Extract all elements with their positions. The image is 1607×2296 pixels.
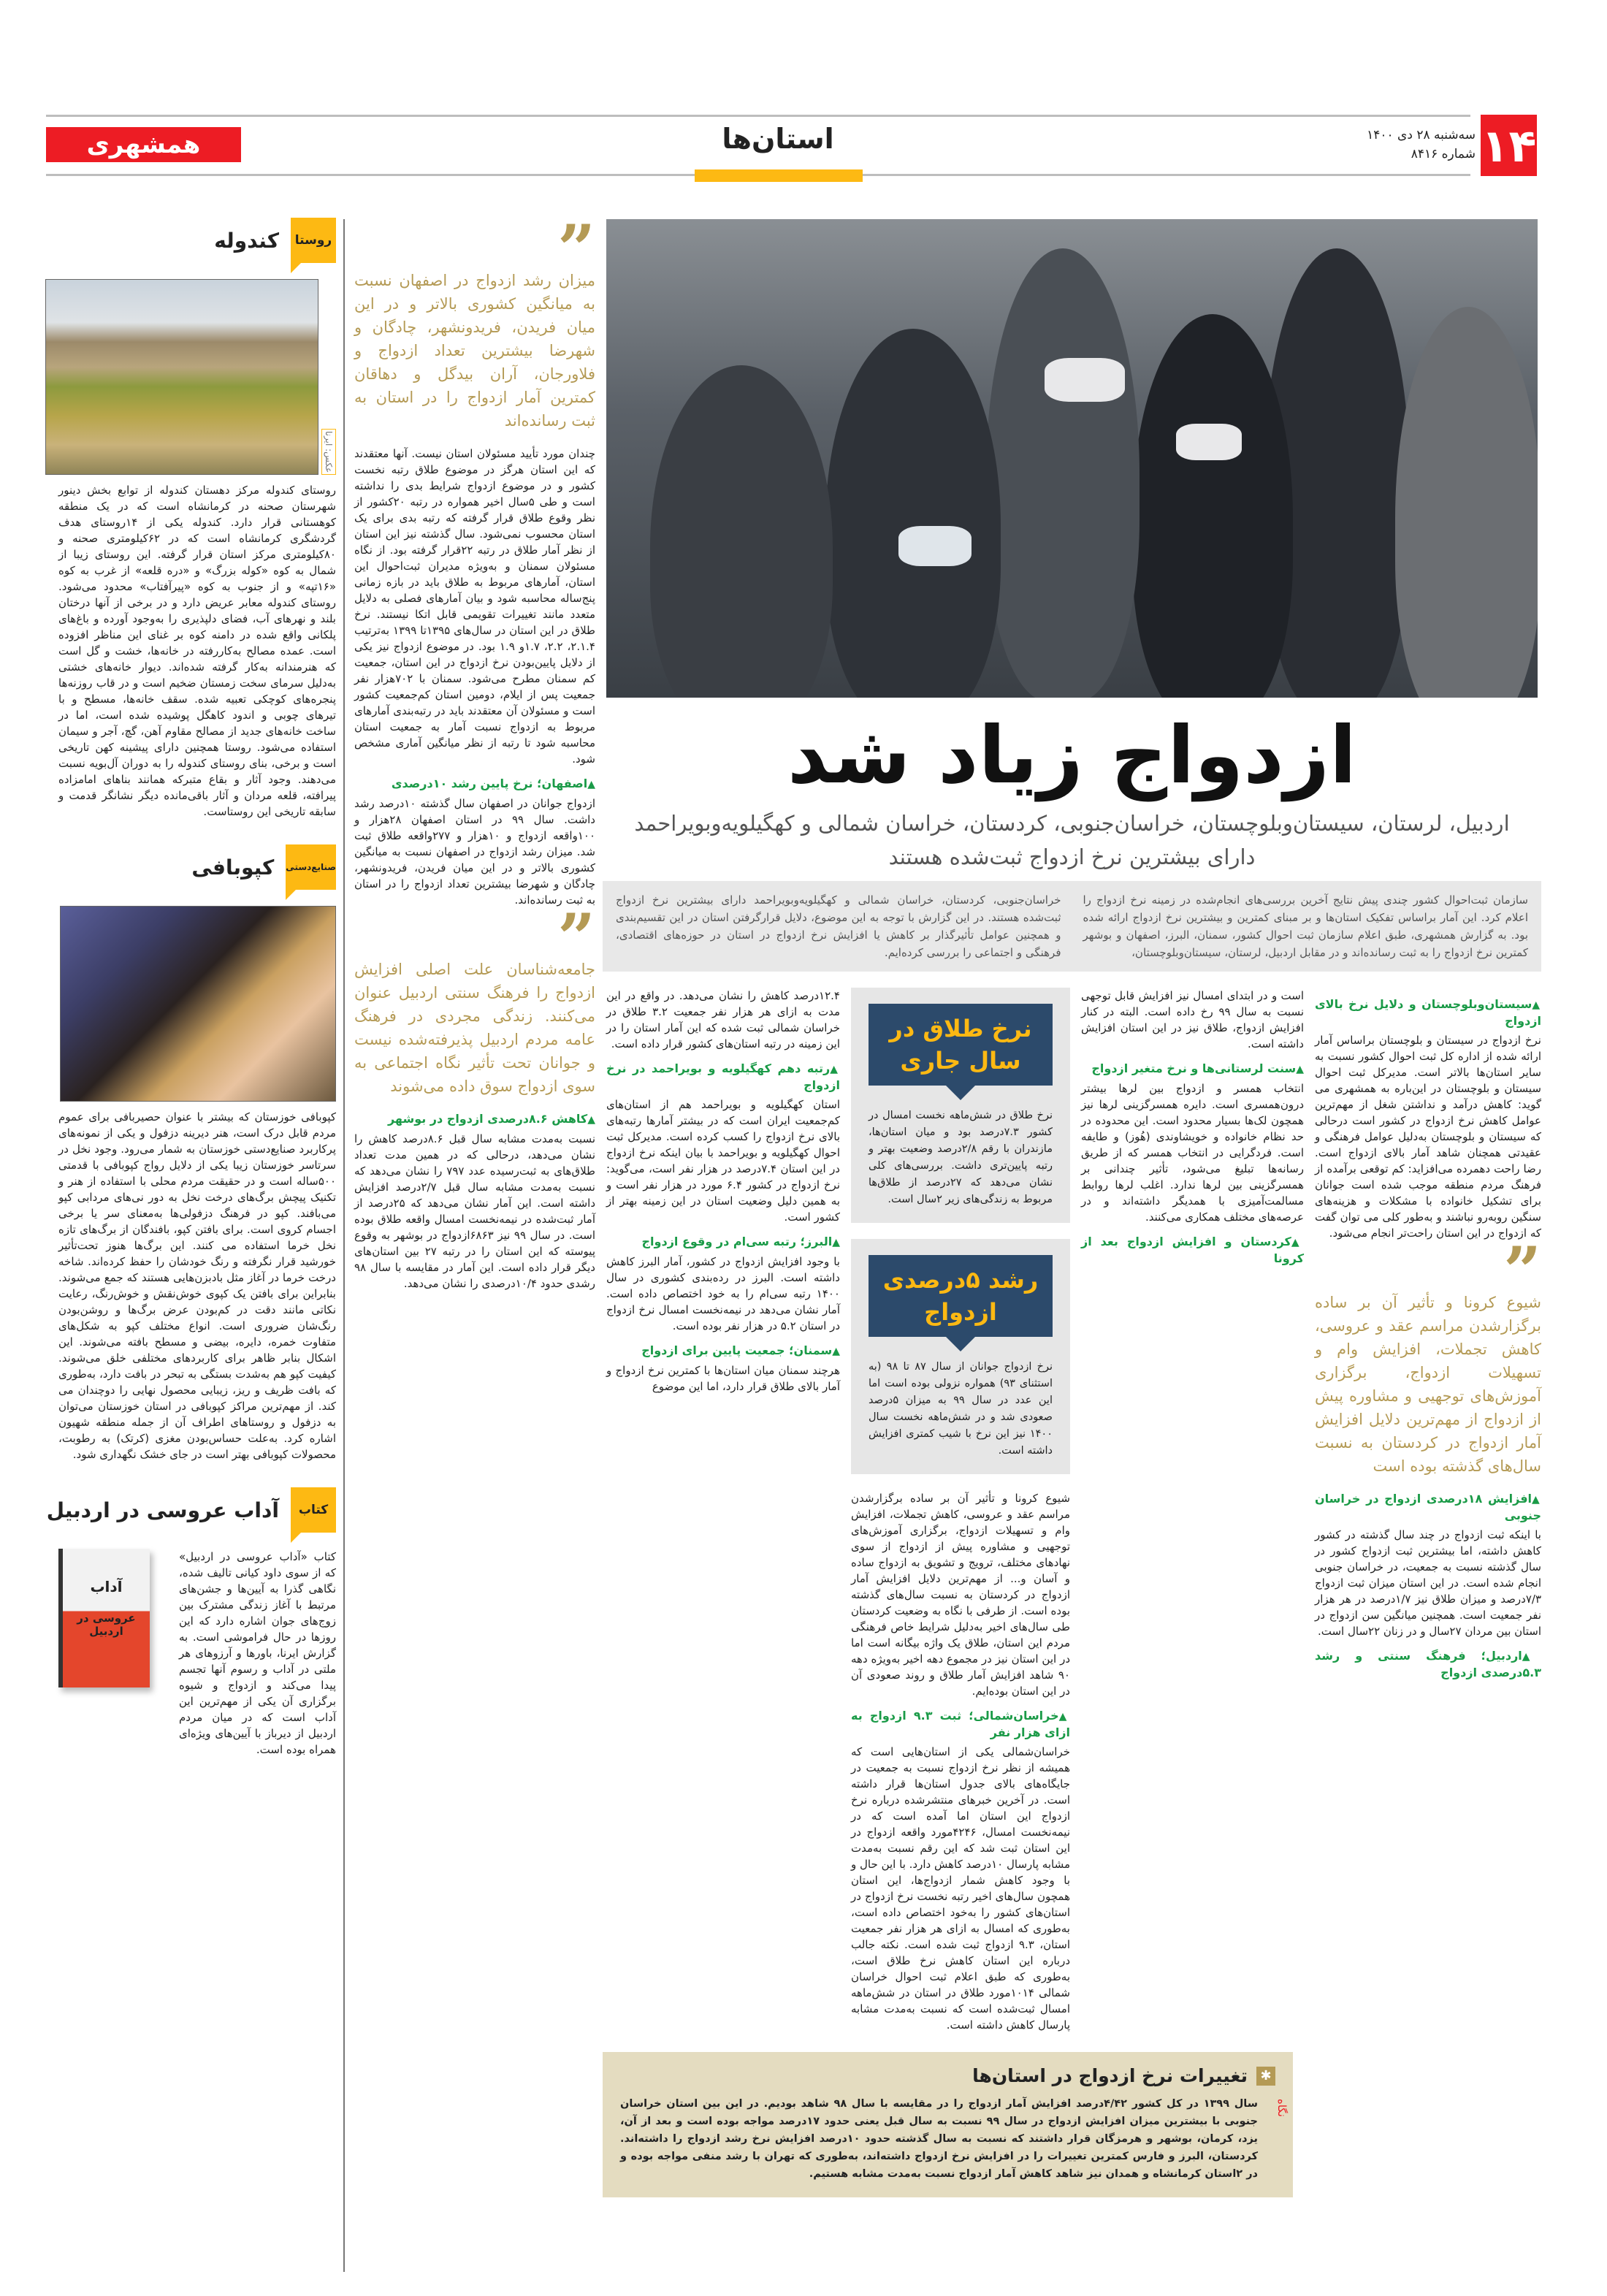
divorce-rate-box-text: نرخ طلاق در شش‌ماهه نخست امسال در کشور ۷.۳درصد بود و میان استان‌ها، مازندران با رقم ۲/۸درصد وضعیت بهتر و رتبه پایین‌تری داشت. بررسی‌های کلی نشان می‌دهد که ۲۷درصد از طلاق‌ها مربوط به زندگی‌های زیر ۲سال است. [869, 1110, 1053, 1205]
paragraph: نسبت به‌مدت مشابه سال قبل ۸.۶درصد کاهش را نشان می‌دهد، درحالی که در همین مدت تعداد طلاق‌های به ثبت‌رسیده عدد ۷۹۷ را نشان می‌دهد که نسبت به‌مدت مشابه سال قبل ۲/۷درصد افزایش داشته است. این آمار نشان می‌دهد که ۲۵درصد از آمار ثبت‌شده در نیمه‌نخست امسال واقعه طلاق بوده است. در سال ۹۹ نیز ۶۸۶۳ازدواج در بوشهر به وقوع پیوسته که این استان را در رتبه ۲۷ بین استان‌های دیگر قرار داده است. این آمار در مقایسه با سال ۹۸ رشدی حدود ۱۰/۴درصدی را نشان می‌دهد. [354, 1132, 596, 1290]
divorce-rate-box-title: نرخ طلاق در سال جاری [869, 1004, 1053, 1086]
column-left [354, 219, 595, 1294]
subhead: ▲ کاهش ۸.۶درصدی ازدواج در بوشهر [354, 1111, 595, 1128]
column-4 [606, 988, 840, 1397]
body-columns [603, 988, 1541, 2036]
book-cover [58, 1549, 150, 1687]
village-title: کندوله [214, 228, 279, 253]
column-2 [1081, 988, 1304, 1270]
headline: ازدواج زیاد شد [787, 710, 1357, 801]
divorce-rate-box [851, 988, 1070, 1223]
paragraph: با وجود افزایش ازدواج در کشور، آمار البرز کاهش داشته است. البرز در رده‌بندی کشوری در سال ۱۴۰۰ رتبه سی‌ام را به خود اختصاص داده است. آمار نشان می‌دهد در نیمه‌نخست امسال نرخ ازدواج در استان ۵.۲ در هزار نفر بوده است. [606, 1255, 840, 1332]
intro-text-2: خراسان‌جنوبی، کردستان، خراسان شمالی و کهگیلویه‌وبویراحمد دارای بیشترین نرخ ازدواج ثبت‌شده هستند. در این گزارش با توجه به این موضوع، دلایل قرارگرفتن استان در این تقسیم‌بندی و همچنین عوامل تأثیرگذار بر کاهش یا افزایش نرخ ازدواج در استان در حوزه‌های اقتصادی، فرهنگی و اجتماعی را بررسی کرده‌ایم. [616, 893, 1061, 959]
marriage-growth-box-text: نرخ ازدواج جوانان از سال ۸۷ تا ۹۸ (به استثنای ۹۳) همواره نزولی بوده است اما این عدد در سال ۹۹ به میزان ۵درصد صعودی شد و در شش‌ماهه نخست سال ۱۴۰۰ نیز این نرخ با شیب کمتری افزایش داشته است. [869, 1361, 1053, 1457]
paragraph: انتخاب همسر و ازدواج بین لرها بیشتر درون‌همسری است. دایره همسرگزینی لرها نیز همچون لک‌ها بسیار محدود است. این محدوده در حد نظام خانواده و خویشاوندی (هُوز) و طایفه است. فردگرایی در انتخاب همسر که از طریق رسانه‌ها تبلیغ می‌شود، تأثیر چندانی بر همسرگزینی بین لرها ندارد. اغلب لرها روابط مسالمت‌آمیزی با همدیگر داشته‌اند و در عرصه‌های مختلف همکاری می‌کنند. [1081, 1082, 1304, 1224]
star-icon: ✱ [1256, 2067, 1275, 2086]
subhead: ▲ رتبه دهم کهگیلویه و بویراحمد در نرخ ازدواج [606, 1061, 840, 1094]
column-3 [851, 1490, 1070, 2033]
header-top-rule [46, 115, 1470, 117]
book-section [45, 1487, 336, 1758]
village-section [45, 218, 336, 820]
quote-mark-icon: ” [557, 224, 595, 269]
subhead: ▲ افزایش ۱۸درصدی ازدواج در خراسان جنوبی [1315, 1491, 1541, 1524]
photo-credit: عکس: ایرنا [321, 429, 336, 475]
marriage-growth-box-title: رشد ۵درصدی ازدواج [869, 1255, 1053, 1337]
handicraft-title: کپوبافی [191, 855, 275, 880]
paragraph: استان کهگیلویه و بویراحمد هم از استان‌های کم‌جمعیت ایران است که در بیشتر آمارها رتبه‌های بالای نرخ ازدواج را کسب کرده است. مدیرکل ثبت احوال کهگیلویه و بویراحمد با بیان اینکه نرخ ازدواج در این استان ۷.۴درصد در هزار نفر است، می‌گوید: نرخ ازدواج در کشور ۶.۴ مورد در هزار نفر است و به همین دلیل وضعیت استان در این زمینه بهتر از کشور است. [606, 1098, 840, 1224]
paragraph: چندان مورد تأیید مسئولان استان نیست. آنها معتقدند که این استان هرگز در موضوع طلاق رتبه نخست کشور و در موضوع ازدواج شرایط بدی را نداشته است و طی ۵سال اخیر همواره در رتبه ۲۰کشور از نظر وقوع طلاق قرار گرفته که رتبه بدی برای یک استان محسوب نمی‌شود. سال گذشته نیز این استان از نظر آمار طلاق در رتبه ۲۲قرار گرفته بود. از نگاه مسئولان سمنان و به‌ویژه مدیران ثبت‌احوال این استان، آمارهای مربوط به طلاق باید در بازه زمانی پنج‌ساله محاسبه شود و بیان آمارهای فصلی به دلایل متعدد مانند تغییرات تقویمی قابل اتکا نیستند. نرخ طلاق در این استان در سال‌های ۱۳۹۵تا ۱۳۹۹ به‌ترتیب ۲.۱.۴، ۲.۲، ۱.۷و ۱.۹ بود. در موضوع ازدواج نیز یکی از دلایل پایین‌بودن نرخ ازدواج در این استان، جمعیت کم سمنان مطرح می‌شود. سمنان با ۷۰۲هزار نفر جمعیت پس از ایلام، دومین استان کم‌جمعیت کشور است و مسئولان آن معتقدند باید در رتبه‌بندی آمارهای مربوط به ازدواج نسبت آمار به جمعیت استان محاسبه شود تا رتبه از نظر میانگین آماری مشخص شود. [354, 447, 595, 766]
subhead: ▲ سیستان‌وبلوچستان و دلایل نرخ بالای ازدواج [1315, 996, 1541, 1029]
subhead: ▲ سمنان؛ جمعیت پایین برای ازدواج [606, 1343, 840, 1359]
intro-text-1: سازمان ثبت‌احوال کشور چندی پیش نتایج آخرین بررسی‌های انجام‌شده در زمینه نرخ ازدواج را اعلام کرد. این آمار براساس تفکیک استان‌ها و بر مبنای کمترین و بیشترین نرخ ازدواج ارائه شده بود. به گزارش همشهری، طبق اعلام سازمان ثبت احوال کشور، سمنان، البرز، اصفهان و بوشهر کمترین نرخ ازدواج را به ثبت رسانده‌اند و در مقابل اردبیل، لرستان، سیستان‌وبلوچستان، [1083, 893, 1528, 959]
book-cover-title-1: آداب [90, 1578, 123, 1595]
village-photo [45, 279, 318, 475]
paragraph: ازدواج جوانان در اصفهان سال گذشته ۱۰درصد رشد داشت. سال ۹۹ در استان اصفهان ۲۸هزار و ۱۰۰واقعه ازدواج و ۱۰هزار و ۲۷۷واقعه طلاق ثبت شد. میزان رشد ازدواج در اصفهان نسبت به میانگین کشوری بالاتر و در این میان فریدن، فریدونشهر، چادگان و شهرضا بیشترین تعداد ازدواج را در استان به ثبت رسانده‌اند. [354, 797, 595, 907]
paragraph: ۱۲.۴درصد کاهش را نشان می‌دهد. در واقع در این مدت به ازای هر هزار نفر جمعیت ۳.۲ طلاق در خراسان شمالی ثبت شده که این آمار استان را در این زمینه در رتبه استان‌های کشور قرار داده است. [606, 989, 840, 1050]
subtitle-line-2: دارای بیشترین نرخ ازدواج ثبت‌شده هستند [888, 844, 1256, 869]
pull-quote-text: میزان رشد ازدواج در اصفهان نسبت به میانگین کشوری بالاتر و در این میان فریدن، فریدونشهر، چادگان و شهرضا بیشترین تعداد ازدواج و فلاورجان، آران بیدگل و دهاقان کمترین آمار ازدواج را در استان به ثبت رسانده‌اند [354, 272, 595, 430]
tag-village: روستا [291, 218, 336, 263]
pull-quote-text: شیوع کرونا و تأثیر آن بر ساده برگزارشدن مراسم عقد و عروسی، کاهش تجملات، افزایش وام و تسهیلات ازدواج، برگزاری آموزش‌های توجهیی و مشاوره پیش از ازدواج از مهم‌ترین دلایل افزایش آمار ازدواج در کردستان به نسبت سال‌های گذشته بوده است [1315, 1294, 1541, 1475]
tag-book: کتاب [291, 1487, 336, 1533]
intro-box [603, 881, 1541, 972]
issue-date: سه‌شنبه ۲۸ دی ۱۴۰۰ [1367, 128, 1476, 142]
paragraph: شیوع کرونا و تأثیر آن بر ساده برگزارشدن مراسم عقد و عروسی، کاهش تجملات، افزایش وام و تسهیلات ازدواج، برگزاری آموزش‌های توجهیی و مشاوره پیش از ازدواج از سوی نهادهای مختلف، ترویج و تشویق به ازدواج ساده و آسان و... از مهم‌ترین دلایل افزایش آمار ازدواج در کردستان به نسبت سال‌های گذشته بوده است. از طرفی با نگاه به وضعیت کردستان طی سال‌های اخیر به‌دلیل شرایط خاص فرهنگی مردم این استان، طلاق یک واژه بیگانه است اما در این استان نیز در مجموع دهه اخیر به‌ویژه دهه ۹۰ شاهد افزایش آمار طلاق و روند صعودی آن در این استان بوده‌ایم. [851, 1492, 1070, 1698]
newspaper-logo[interactable]: همشهری [46, 127, 241, 162]
subhead: ▲ اصفهان؛ نرخ پایین رشد ۱۰درصدی [354, 776, 595, 793]
subhead: ▲ سنت لرستانی‌ها و نرخ متغیر ازدواج [1081, 1061, 1304, 1078]
book-cover-title-2: عروسی در اردبیل [77, 1612, 136, 1638]
box-signature: نگاه [1275, 2099, 1289, 2117]
quote-mark-icon: ” [1503, 1246, 1541, 1291]
village-text: روستای کندوله مرکز دهستان کندوله از توابع بخش دینور شهرستان صحنه در کرمانشاه است که در یک منطقه کوهستانی قرار دارد. کندوله یکی از ۱۴روستای هدف گردشگری کرمانشاه است که در ۶۲کیلومتری صحنه و ۸۰کیلومتری مرکز استان قرار گرفته. این روستای زیبا از شمال به کوه «کوله بزرگ» و «دره قلعه» از غرب به کوه «۱۶تپه» و از جنوب به کوه «پیرآفتاب» محدود می‌شود. روستای کندوله معابر عریض دارد و در برخی از آنها درختان بلند و نهرهای آب، فضای دلپذیری را به‌وجود آورده و باغ‌های پلکانی واقع شده در دامنه کوه بر غنای این مناظر افزوده است. عمده مصالح به‌کاررفته در خانه‌ها، خشت و گل است که هنرمندانه به‌کار گرفته شده‌اند. دیوار خانه‌های خشتی به‌دلیل سرمای سخت زمستان ضخیم است و در قاب روزنه‌ها پنجره‌های کوچکی تعبیه شده. سقف خانه‌ها، مسطح و با تیرهای چوبی و اندود کاهگل پوشیده شده است، اما در ساخت خانه‌های جدید از مصالح مقاوم آهن، گچ، آجر و سیمان استفاده می‌شود. روستا همچنین دارای پیشینه کهن تاریخی است و برخی، بنای روستای کندوله را به دوران آل‌بویه نسبت می‌دهند. وجود آثار و بقاع متبرکه همانند بناهای امامزاده پیرافته، قلعه مردان و آثار باقی‌مانده دیگر نشانگر قدمت و سابقه تاریخی این روستاست. [58, 484, 337, 818]
handicraft-section [45, 844, 336, 1462]
main-photo-crowd-with-masks [606, 219, 1538, 698]
pull-quote [1315, 1246, 1541, 1478]
pull-quote [354, 224, 595, 432]
pull-quote [354, 912, 595, 1098]
subhead: ▲ اردبیل؛ فرهنگ سنتی و رشد ۵.۳درصدی ازدواج [1315, 1648, 1541, 1681]
main-article [603, 709, 1541, 2197]
handicraft-text: کپوبافی خوزستان که بیشتر با عنوان حصیربافی برای عموم مردم قابل درک است، هنر دیرینه دزفول و یکی از نمونه‌های پرکاربرد صنایع‌دستی خوزستان به شمار می‌رود. وجود نخل در سرتاسر خوزستان زیبا یکی از دلایل رواج کپوبافی با قدمتی ۵۰۰ساله است و در حقیقت مردم محلی با استفاده از هنر و تکنیک پیچش برگ‌های درخت نخل به دور نی‌های مردابی کپو می‌بافند. کپو در فرهنگ دزفولی‌ها به‌معنای سر یا برخی اجسام کروی است. برای بافتن کپو، بافندگان از برگ‌های تازه نخل خرما استفاده می کنند. این برگ‌ها هنوز تحت‌تأثیر خورشید قرار نگرفته و رنگ خودشان را حفظ کرده‌اند. شاخه درخت خرما در آغاز مثل بادبزن‌هایی هستند که جمع می‌شوند. بنابراین برای بافتن یک کپوی خوش‌نقش و خوش‌رنگ، رعایت نکاتی مانند دقت در کم‌بودن عرض برگ‌ها و روشن‌بودن رنگ‌شان ضروری است. انواع مختلف کپو به شکل‌های متفاوت خمره، دایره، بیضی و مسطح بافته می‌شوند. این اشکال بنابر ظاهر برای کاربردهای مختلفی خلق می‌شوند. کیفیت کپو هم به‌شدت بستگی به تبحر در بافت دارد، به‌طوری که بافت ظریف و ریز، زیبایی محصول نهایی را دوچندان می کند. از مهم‌ترین مراکز کپوبافی در استان خوزستان می‌توان به دزفول و روستاهای اطراف آن از جمله منطقه شهیون اشاره کرد. به‌علت حساس‌بودن مغزی (کرتک) به رطوبت، محصولات کپوبافی بهتر است در جای خشک نگهداری شود. [58, 1110, 336, 1461]
sidebar [45, 218, 336, 1782]
tag-handicraft: صنایع‌دستی [286, 844, 336, 890]
column-1 [1315, 988, 1541, 1684]
section-title: استان‌ها [722, 123, 834, 155]
book-title: آداب عروسی در اردبیل [46, 1498, 279, 1522]
paragraph: است و در ابتدای امسال نیز افزایش قابل توجهی نسبت به سال ۹۹ رخ داده است. البته در کنار افزایش ازدواج، طلاق نیز در این استان افزایش داشته است. [1081, 989, 1304, 1050]
basket-weaving-photo [60, 906, 336, 1102]
subhead: ▲ کردستان و افزایش ازدواج بعد از کرونا [1081, 1234, 1304, 1267]
issue-number: شماره ۸۴۱۶ [1411, 147, 1476, 161]
column-divider [343, 219, 345, 2272]
paragraph: هرچند سمنان میان استان‌ها با کمترین نرخ ازدواج و آمار بالای طلاق قرار دارد، اما این موضوع [606, 1364, 840, 1393]
issue-info [1359, 126, 1476, 164]
page-number: ۱۴ [1481, 115, 1537, 176]
paragraph: نرخ ازدواج در سیستان و بلوچستان براساس آمار ارائه شده از اداره کل ثبت احوال کشور نسبت به سایر استان‌ها بالاتر است. مدیرکل ثبت احوال سیستان و بلوچستان در این‌باره به همشهری می گوید: کاهش درآمد و نداشتن شغل از مهم‌ترین عوامل کاهش نرخ ازدواج در کشور است درحالی که سیستان و بلوچستان به‌دلیل عوامل فرهنگی و عقیدتی همچنان شاهد آمار بالای ازدواج است. رضا راحت دهمرده می‌افزاید: کم توقعی برآمده از فرهنگ مردم منطقه موجب شده است جوانان برای تشکیل خانواده با مشکلات و هزینه‌های سنگین روبه‌رو نباشند و به‌طور کلی می توان گفت که ازدواج در این استان راحت‌تر انجام می‌شود. [1315, 1034, 1541, 1240]
marriage-changes-box [603, 2052, 1293, 2197]
marriage-changes-title: تغییرات نرخ ازدواج در استان‌ها [972, 2065, 1248, 2086]
paragraph: خراسان‌شمالی یکی از استان‌هایی است که همیشه از نظر نرخ ازدواج نسبت به جمعیت در جایگاه‌های بالای جدول استان‌ها قرار داشته است. در آخرین خبرهای منتشرشده درباره نرخ ازدواج این استان اما آمده است که در نیمه‌نخست امسال، ۴۲۴۶مورد واقعه ازدواج در این استان ثبت شد که این رقم نسبت به‌مدت مشابه پارسال ۱۰درصد کاهش دارد. با این حال و با وجود کاهش شمار ازدواج‌ها، این استان همچون سال‌های اخیر رتبه نخست نرخ ازدواج در استان‌های کشور را به‌خود اختصاص داده است، به‌طوری که امسال به ازای هر هزار نفر جمعیت استان، ۹.۳ ازدواج ثبت شده است. نکته جالب درباره این استان کاهش نرخ طلاق است، به‌طوری که طبق اعلام ثبت احوال خراسان شمالی ۱۰۱۴مورد طلاق در استان در شش‌ماهه امسال ثبت‌شده است که نسبت به‌مدت مشابه پارسال کاهش داشته است. [851, 1745, 1071, 2032]
marriage-changes-text: سال ۱۳۹۹ در کل کشور ۴/۴۲درصد افزایش آمار ازدواج را در مقایسه با سال ۹۸ شاهد بودیم. در این بین استان خراسان جنوبی با بیشترین میزان افزایش ازدواج در سال ۹۹ نسبت به سال قبل یعنی حدود ۱۷درصد مواجه بوده است و بعد از آن، یزد، کرمان، بوشهر و هرمزگان قرار داشتند که نسبت به سال گذشته حدود ۱۰درصد افزایش نرخ رشد ازدواج را داشته‌اند. کردستان، البرز و فارس کمترین تغییرات را در افزایش نرخ ازدواج داشته‌اند، به‌طوری که تهران با رشد منفی مواجه بوده و در ۲استان کرمانشاه و همدان نیز شاهد کاهش آمار ازدواج نسبت به‌مدت مشابه هستیم. [620, 2098, 1259, 2180]
subtitle-line-1: اردبیل، لرستان، سیستان‌وبلوچستان، خراسان‌جنوبی، کردستان، خراسان شمالی و کهگیلویه‌وبویراحمد [634, 811, 1510, 836]
quote-mark-icon: ” [557, 912, 595, 958]
book-text: کتاب «آداب عروسی در اردبیل» که از سوی داود کیانی تالیف شده، نگاهی گذرا به آیین‌ها و جشن‌های مرتبط با آغاز زندگی مشترک بین زوج‌های جوان اشاره دارد که این روزها در حال فراموشی است. به گزارش ایرنا، باورها و آرزوهای هر ملتی در آداب و رسوم آنها تجسم پیدا می‌کند و ازدواج و شیوه برگزاری آن یکی از مهم‌ترین این آداب است که در میان مردم اردبیل از دیرباز با آیین‌های ویژه‌ای همراه بوده است. [179, 1550, 336, 1756]
marriage-growth-box [851, 1239, 1070, 1474]
section-accent-bar [695, 169, 863, 182]
subhead: ▲ خراسان‌شمالی؛ ثبت ۹.۳ ازدواج به ازای هزار نفر [851, 1708, 1070, 1741]
column-3-wrapper [851, 988, 1070, 2036]
subhead: ▲ البرز؛ رتبه سی‌ام در وقوع ازدواج [606, 1234, 840, 1251]
pull-quote-text: جامعه‌شناسان علت اصلی افزایش ازدواج را فرهنگ سنتی اردبیل عنوان می‌کنند. زندگی مجردی در فرهنگ عامه مردم اردبیل پذیرفته‌شده نیست و جوانان تحت تأثیر نگاه اجتماعی به سوی ازدواج سوق داده می‌شوند [354, 961, 595, 1095]
subtitle [603, 804, 1541, 881]
paragraph: با اینکه ثبت ازدواج در چند سال گذشته در کشور کاهش داشته، اما بیشترین ثبت ازدواج کشور در سال گذشته نسبت به جمعیت، در خراسان جنوبی انجام شده است. در این استان میزان ثبت ازدواج ۷/۳درصد و میزان طلاق نیز ۱/۷درصد در هر هزار نفر جمعیت است. همچنین میانگین سن ازدواج در استان بین مردان ۲۷سال و در زنان ۲۲سال است. [1315, 1528, 1541, 1638]
